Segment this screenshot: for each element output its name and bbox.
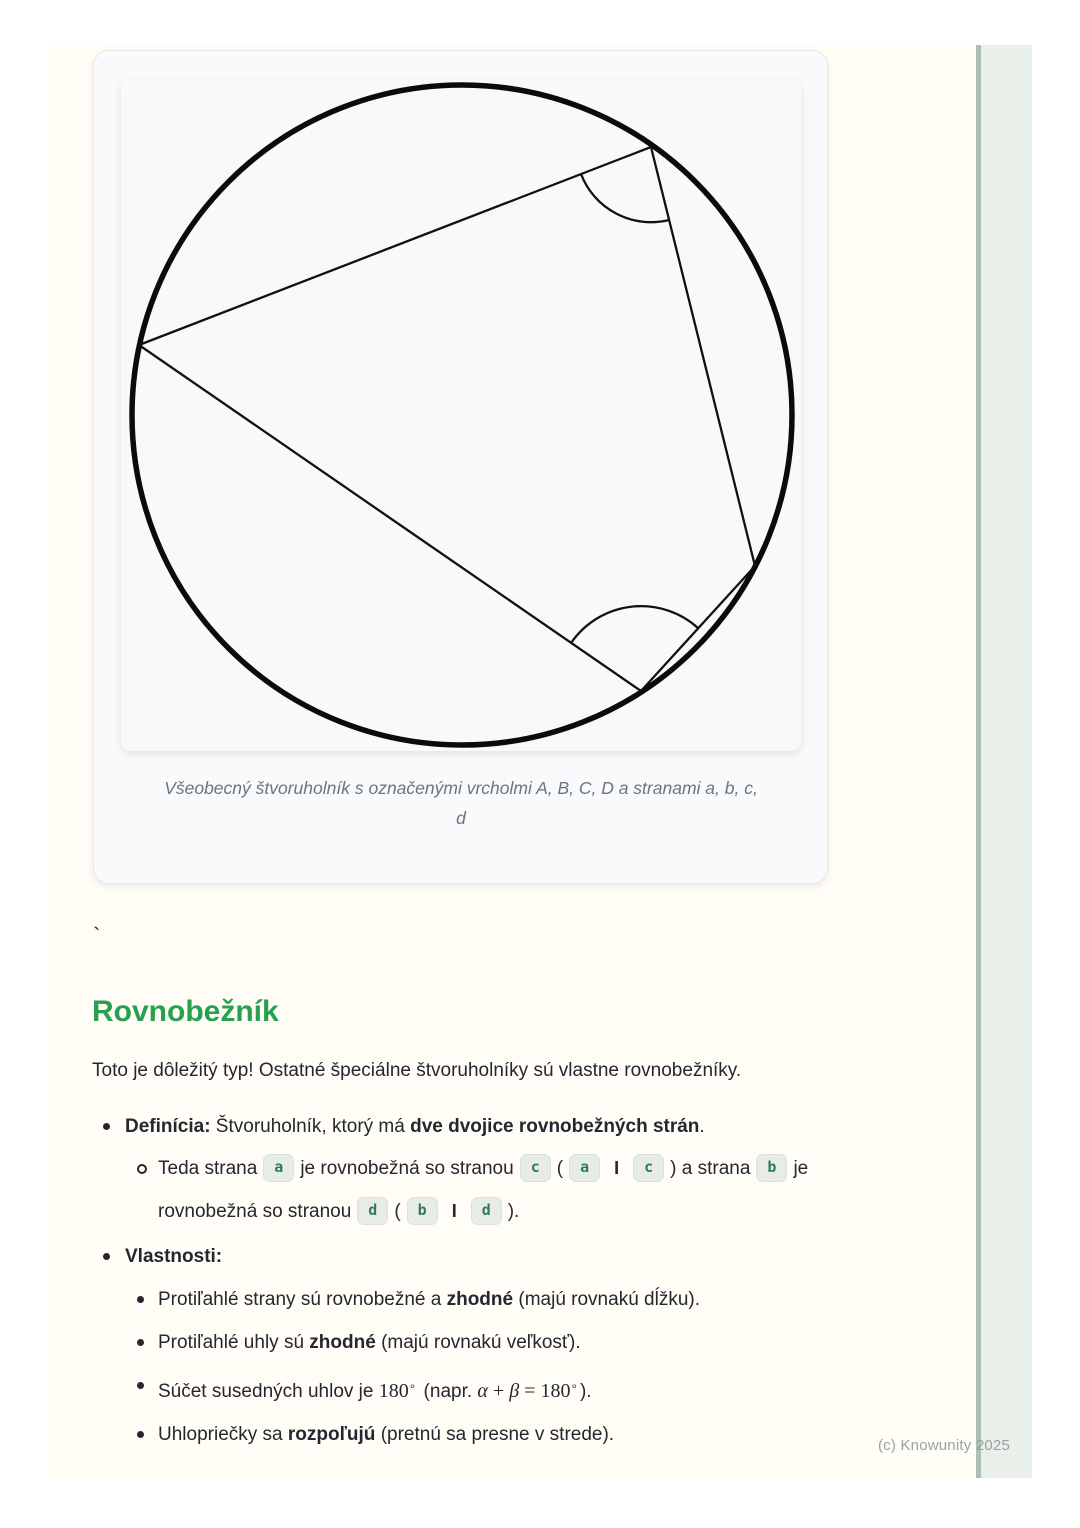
bullet-marker bbox=[137, 1431, 144, 1438]
text-segment: Teda strana bbox=[158, 1158, 258, 1179]
figure-caption bbox=[121, 773, 801, 833]
text-segment: ). bbox=[579, 1381, 592, 1402]
side-accent-line bbox=[976, 45, 981, 1478]
text-segment: ) a strana bbox=[670, 1158, 751, 1179]
text-segment: Uhlopriečky sa bbox=[158, 1424, 288, 1445]
inline-code-chip: c bbox=[633, 1154, 664, 1182]
parallel-symbol: I bbox=[451, 1201, 457, 1221]
side-accent-panel bbox=[981, 45, 1032, 1478]
figure-caption-line: Všeobecný štvoruholník s označenými vrcholmi A, B, C, D a stranami a, b, c, bbox=[164, 778, 758, 798]
text-segment: Vlastnosti: bbox=[125, 1246, 223, 1267]
bullet-marker bbox=[137, 1296, 144, 1303]
list-item bbox=[92, 1243, 892, 1271]
text-segment: (napr. bbox=[418, 1381, 478, 1402]
list-item-text bbox=[158, 1332, 581, 1353]
bullet-marker bbox=[137, 1339, 144, 1346]
text-segment: Protiľahlé uhly sú bbox=[158, 1332, 310, 1353]
text-segment: ( bbox=[394, 1201, 401, 1222]
inline-code-chip: b bbox=[407, 1197, 438, 1225]
text-segment: ∘ bbox=[408, 1379, 417, 1393]
list-item-text bbox=[158, 1289, 700, 1310]
text-segment: zhodné bbox=[309, 1332, 376, 1353]
list-item bbox=[92, 1147, 892, 1233]
text-segment: . bbox=[699, 1116, 705, 1137]
section-intro: Toto je dôležitý typ! Ostatné špeciálne štvoruholníky sú vlastne rovnobežníky. bbox=[92, 1060, 742, 1081]
list-item-text bbox=[125, 1116, 705, 1137]
bullet-marker bbox=[103, 1253, 110, 1260]
list-item bbox=[92, 1329, 892, 1357]
list-item-text bbox=[158, 1381, 592, 1402]
text-segment: β bbox=[509, 1380, 520, 1402]
bullet-marker bbox=[137, 1382, 144, 1389]
text-segment: ( bbox=[556, 1158, 564, 1179]
list-item bbox=[92, 1286, 892, 1314]
text-segment: je rovnobežná so stranou bbox=[300, 1158, 514, 1179]
list-item-text bbox=[158, 1158, 808, 1222]
inline-code-chip: b bbox=[756, 1154, 787, 1182]
list-item bbox=[92, 1372, 892, 1406]
list-item-text bbox=[158, 1424, 614, 1445]
inline-code-chip: d bbox=[471, 1197, 502, 1225]
text-segment: + bbox=[487, 1380, 510, 1402]
stray-backtick: ` bbox=[93, 923, 101, 948]
angle-arc-bottom-vertex bbox=[571, 606, 698, 643]
text-segment: α bbox=[477, 1380, 488, 1402]
text-segment: rozpoľujú bbox=[287, 1424, 376, 1445]
inline-code-chip: d bbox=[357, 1197, 388, 1225]
text-segment: (majú rovnakú veľkosť). bbox=[375, 1332, 581, 1353]
document-page bbox=[48, 45, 1032, 1478]
text-segment: Súčet susedných uhlov je bbox=[158, 1381, 379, 1402]
text-segment: je rovnobežná so stranou bbox=[158, 1158, 809, 1222]
bullet-marker bbox=[137, 1164, 147, 1174]
inline-code-chip: c bbox=[520, 1154, 551, 1182]
text-segment: 180 bbox=[378, 1380, 409, 1402]
text-segment: ∘ bbox=[570, 1379, 578, 1393]
section-heading: Rovnobežník bbox=[92, 995, 279, 1028]
page-footer-copyright: (c) Knowunity 2025 bbox=[877, 1437, 1010, 1454]
text-segment: = 180 bbox=[519, 1380, 571, 1402]
inline-code-chip: a bbox=[569, 1154, 600, 1182]
figure-card bbox=[93, 50, 828, 884]
text-segment: (pretnú sa presne v strede). bbox=[375, 1424, 615, 1445]
text-segment: dve dvojice rovnobežných strán bbox=[410, 1116, 700, 1137]
angle-arc-top-vertex bbox=[581, 174, 669, 222]
text-segment: (majú rovnakú dĺžku). bbox=[513, 1289, 700, 1310]
parallel-symbol: I bbox=[614, 1158, 620, 1178]
list-item bbox=[92, 1421, 892, 1449]
bullet-marker bbox=[103, 1123, 110, 1130]
text-segment: Štvoruholník, ktorý má bbox=[210, 1116, 411, 1137]
properties-list bbox=[92, 1113, 892, 1449]
inline-code-chip: a bbox=[263, 1154, 294, 1182]
figure-caption-line: d bbox=[456, 808, 466, 828]
list-item bbox=[92, 1113, 892, 1141]
text-segment: Definícia: bbox=[125, 1116, 211, 1137]
circumscribed-circle bbox=[132, 85, 792, 745]
text-segment: Protiľahlé strany sú rovnobežné a bbox=[158, 1289, 447, 1310]
list-item-text bbox=[125, 1246, 222, 1267]
text-segment: zhodné bbox=[446, 1289, 514, 1310]
quadrilateral-in-circle-figure bbox=[121, 79, 801, 751]
text-segment: ). bbox=[507, 1201, 520, 1222]
figure-panel bbox=[121, 79, 801, 751]
